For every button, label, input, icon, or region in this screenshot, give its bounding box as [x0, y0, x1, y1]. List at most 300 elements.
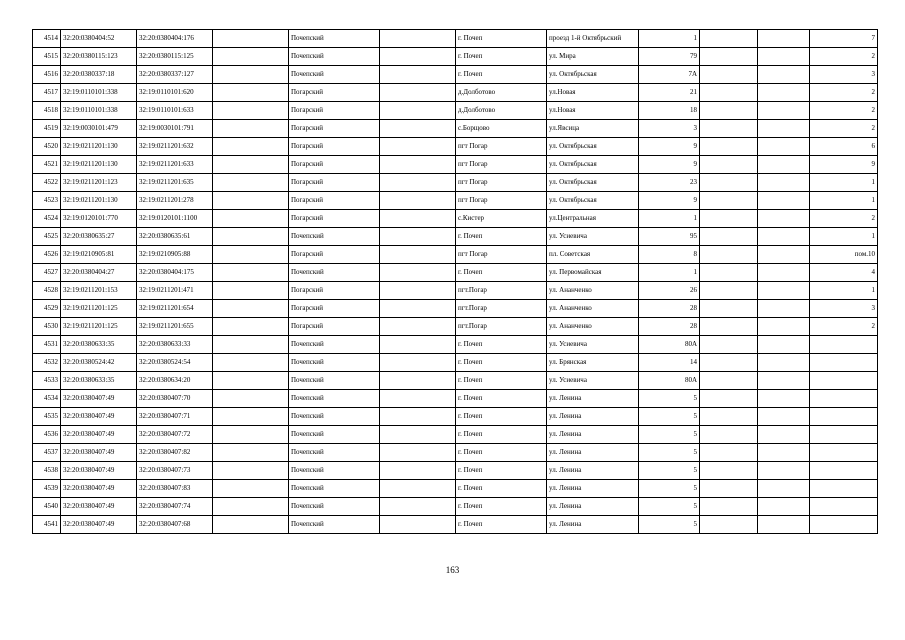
street-name: ул. Усиевича: [547, 336, 639, 354]
street-name: ул. Ленина: [547, 444, 639, 462]
object-cadastral-number: 32:19:0211201:655: [137, 318, 213, 336]
object-cadastral-number: 32:19:0211201:471: [137, 282, 213, 300]
cadastral-number: 32:20:0380407:49: [61, 462, 137, 480]
house-number: 80А: [639, 336, 700, 354]
locality-name: пгт Погар: [456, 246, 547, 264]
locality-name: г. Почеп: [456, 426, 547, 444]
table-row: [33, 462, 878, 480]
blank-cell: [213, 444, 289, 462]
object-cadastral-number: 32:20:0380407:70: [137, 390, 213, 408]
blank-cell: [380, 246, 456, 264]
row-number: 4539: [33, 480, 61, 498]
blank-cell: [700, 48, 758, 66]
cadastral-number: 32:19:0120101:770: [61, 210, 137, 228]
blank-cell: [758, 444, 810, 462]
blank-cell: [758, 120, 810, 138]
district-name: Почепский: [289, 444, 380, 462]
blank-cell: [380, 336, 456, 354]
locality-name: с.Кистер: [456, 210, 547, 228]
locality-name: г. Почеп: [456, 480, 547, 498]
blank-cell: [700, 480, 758, 498]
blank-cell: [758, 462, 810, 480]
district-name: Погарский: [289, 138, 380, 156]
district-name: Почепский: [289, 354, 380, 372]
house-number: 1: [639, 264, 700, 282]
district-name: Погарский: [289, 210, 380, 228]
street-name: ул. Октябрьская: [547, 138, 639, 156]
street-name: ул. Ананченко: [547, 300, 639, 318]
cadastral-number: 32:20:0380407:49: [61, 516, 137, 534]
street-name: ул. Ленина: [547, 480, 639, 498]
apartment-number: [810, 372, 878, 390]
blank-cell: [758, 102, 810, 120]
row-number: 4537: [33, 444, 61, 462]
cadastral-number: 32:19:0211201:130: [61, 192, 137, 210]
blank-cell: [380, 210, 456, 228]
row-number: 4516: [33, 66, 61, 84]
blank-cell: [758, 390, 810, 408]
blank-cell: [380, 354, 456, 372]
district-name: Почепский: [289, 228, 380, 246]
district-name: Почепский: [289, 480, 380, 498]
locality-name: пгт.Погар: [456, 300, 547, 318]
blank-cell: [758, 84, 810, 102]
apartment-number: 1: [810, 174, 878, 192]
street-name: ул. Ленина: [547, 408, 639, 426]
apartment-number: [810, 426, 878, 444]
table-row: [33, 156, 878, 174]
district-name: Погарский: [289, 246, 380, 264]
district-name: Почепский: [289, 66, 380, 84]
blank-cell: [380, 84, 456, 102]
blank-cell: [380, 480, 456, 498]
blank-cell: [213, 336, 289, 354]
blank-cell: [700, 228, 758, 246]
locality-name: г. Почеп: [456, 336, 547, 354]
district-name: Погарский: [289, 300, 380, 318]
blank-cell: [700, 462, 758, 480]
object-cadastral-number: 32:20:0380407:82: [137, 444, 213, 462]
locality-name: г. Почеп: [456, 66, 547, 84]
blank-cell: [213, 174, 289, 192]
apartment-number: пом.10: [810, 246, 878, 264]
blank-cell: [380, 426, 456, 444]
object-cadastral-number: 32:19:0120101:1100: [137, 210, 213, 228]
object-cadastral-number: 32:20:0380404:176: [137, 30, 213, 48]
apartment-number: 2: [810, 210, 878, 228]
object-cadastral-number: 32:19:0110101:620: [137, 84, 213, 102]
district-name: Почепский: [289, 498, 380, 516]
district-name: Погарский: [289, 282, 380, 300]
table-row: [33, 210, 878, 228]
blank-cell: [213, 318, 289, 336]
blank-cell: [700, 318, 758, 336]
cadastral-number: 32:19:0211201:123: [61, 174, 137, 192]
blank-cell: [213, 66, 289, 84]
cadastral-number: 32:20:0380407:49: [61, 444, 137, 462]
cadastral-number: 32:20:0380404:27: [61, 264, 137, 282]
locality-name: г. Почеп: [456, 30, 547, 48]
apartment-number: 6: [810, 138, 878, 156]
blank-cell: [213, 192, 289, 210]
blank-cell: [758, 48, 810, 66]
row-number: 4525: [33, 228, 61, 246]
locality-name: д.Долботово: [456, 102, 547, 120]
locality-name: г. Почеп: [456, 390, 547, 408]
locality-name: д.Долботово: [456, 84, 547, 102]
blank-cell: [700, 120, 758, 138]
blank-cell: [213, 156, 289, 174]
district-name: Почепский: [289, 336, 380, 354]
object-cadastral-number: 32:20:0380407:73: [137, 462, 213, 480]
house-number: 9: [639, 192, 700, 210]
house-number: 5: [639, 408, 700, 426]
house-number: 28: [639, 318, 700, 336]
object-cadastral-number: 32:20:0380115:125: [137, 48, 213, 66]
row-number: 4514: [33, 30, 61, 48]
cadastral-number: 32:19:0110101:338: [61, 84, 137, 102]
district-name: Почепский: [289, 426, 380, 444]
cadastral-number: 32:19:0211201:130: [61, 138, 137, 156]
blank-cell: [213, 30, 289, 48]
house-number: 5: [639, 462, 700, 480]
blank-cell: [700, 246, 758, 264]
blank-cell: [758, 516, 810, 534]
blank-cell: [380, 228, 456, 246]
house-number: 21: [639, 84, 700, 102]
blank-cell: [758, 426, 810, 444]
house-number: 26: [639, 282, 700, 300]
cadastral-number: 32:19:0211201:125: [61, 318, 137, 336]
house-number: 95: [639, 228, 700, 246]
district-name: Почепский: [289, 30, 380, 48]
cadastral-number: 32:20:0380407:49: [61, 498, 137, 516]
blank-cell: [700, 264, 758, 282]
row-number: 4518: [33, 102, 61, 120]
blank-cell: [758, 498, 810, 516]
blank-cell: [700, 300, 758, 318]
locality-name: г. Почеп: [456, 444, 547, 462]
street-name: ул. Октябрьская: [547, 66, 639, 84]
object-cadastral-number: 32:20:0380407:71: [137, 408, 213, 426]
house-number: 80А: [639, 372, 700, 390]
blank-cell: [758, 192, 810, 210]
cadastral-number: 32:20:0380407:49: [61, 426, 137, 444]
cadastral-number: 32:20:0380115:123: [61, 48, 137, 66]
blank-cell: [700, 210, 758, 228]
row-number: 4524: [33, 210, 61, 228]
blank-cell: [213, 462, 289, 480]
locality-name: пгт Погар: [456, 156, 547, 174]
object-cadastral-number: 32:19:0030101:791: [137, 120, 213, 138]
blank-cell: [758, 264, 810, 282]
street-name: пл. Советская: [547, 246, 639, 264]
cadastral-number: 32:19:0211201:125: [61, 300, 137, 318]
blank-cell: [213, 246, 289, 264]
object-cadastral-number: 32:20:0380407:68: [137, 516, 213, 534]
blank-cell: [700, 372, 758, 390]
blank-cell: [700, 282, 758, 300]
house-number: 18: [639, 102, 700, 120]
street-name: ул. Октябрьская: [547, 156, 639, 174]
table-row: [33, 84, 878, 102]
blank-cell: [380, 30, 456, 48]
registry-table: [32, 29, 878, 534]
district-name: Почепский: [289, 264, 380, 282]
blank-cell: [213, 372, 289, 390]
blank-cell: [213, 210, 289, 228]
district-name: Почепский: [289, 48, 380, 66]
house-number: 5: [639, 426, 700, 444]
street-name: ул. Усиевича: [547, 228, 639, 246]
cadastral-number: 32:20:0380524:42: [61, 354, 137, 372]
blank-cell: [758, 174, 810, 192]
blank-cell: [380, 282, 456, 300]
blank-cell: [213, 426, 289, 444]
blank-cell: [758, 30, 810, 48]
house-number: 8: [639, 246, 700, 264]
blank-cell: [700, 30, 758, 48]
blank-cell: [700, 66, 758, 84]
row-number: 4522: [33, 174, 61, 192]
cadastral-number: 32:19:0211201:153: [61, 282, 137, 300]
locality-name: г. Почеп: [456, 408, 547, 426]
blank-cell: [380, 102, 456, 120]
district-name: Почепский: [289, 372, 380, 390]
blank-cell: [758, 228, 810, 246]
object-cadastral-number: 32:20:0380524:54: [137, 354, 213, 372]
table-row: [33, 444, 878, 462]
cadastral-number: 32:20:0380404:52: [61, 30, 137, 48]
blank-cell: [380, 264, 456, 282]
street-name: ул.Новая: [547, 102, 639, 120]
object-cadastral-number: 32:19:0110101:633: [137, 102, 213, 120]
object-cadastral-number: 32:20:0380633:33: [137, 336, 213, 354]
house-number: 7А: [639, 66, 700, 84]
blank-cell: [700, 516, 758, 534]
locality-name: пгт Погар: [456, 138, 547, 156]
street-name: проезд 1-й Октябрьский: [547, 30, 639, 48]
house-number: 9: [639, 156, 700, 174]
table-row: [33, 282, 878, 300]
object-cadastral-number: 32:19:0211201:654: [137, 300, 213, 318]
blank-cell: [380, 390, 456, 408]
street-name: ул. Ананченко: [547, 282, 639, 300]
object-cadastral-number: 32:20:0380404:175: [137, 264, 213, 282]
row-number: 4536: [33, 426, 61, 444]
locality-name: пгт.Погар: [456, 282, 547, 300]
apartment-number: [810, 480, 878, 498]
blank-cell: [380, 156, 456, 174]
locality-name: г. Почеп: [456, 462, 547, 480]
street-name: ул. Ленина: [547, 426, 639, 444]
apartment-number: [810, 462, 878, 480]
table-row: [33, 120, 878, 138]
table-row: [33, 228, 878, 246]
row-number: 4517: [33, 84, 61, 102]
object-cadastral-number: 32:19:0211201:635: [137, 174, 213, 192]
house-number: 5: [639, 390, 700, 408]
row-number: 4532: [33, 354, 61, 372]
street-name: ул. Усиевича: [547, 372, 639, 390]
row-number: 4538: [33, 462, 61, 480]
object-cadastral-number: 32:20:0380407:83: [137, 480, 213, 498]
table-row: [33, 426, 878, 444]
house-number: 23: [639, 174, 700, 192]
apartment-number: [810, 354, 878, 372]
district-name: Почепский: [289, 390, 380, 408]
blank-cell: [700, 192, 758, 210]
apartment-number: 2: [810, 84, 878, 102]
blank-cell: [213, 282, 289, 300]
district-name: Погарский: [289, 174, 380, 192]
cadastral-number: 32:20:0380633:35: [61, 372, 137, 390]
blank-cell: [380, 372, 456, 390]
blank-cell: [213, 102, 289, 120]
row-number: 4521: [33, 156, 61, 174]
blank-cell: [380, 444, 456, 462]
object-cadastral-number: 32:19:0211201:278: [137, 192, 213, 210]
apartment-number: 1: [810, 228, 878, 246]
blank-cell: [380, 300, 456, 318]
row-number: 4519: [33, 120, 61, 138]
cadastral-number: 32:19:0210905:81: [61, 246, 137, 264]
table-row: [33, 264, 878, 282]
apartment-number: [810, 390, 878, 408]
house-number: 5: [639, 444, 700, 462]
district-name: Погарский: [289, 84, 380, 102]
object-cadastral-number: 32:20:0380407:74: [137, 498, 213, 516]
apartment-number: 3: [810, 300, 878, 318]
table-row: [33, 192, 878, 210]
apartment-number: [810, 498, 878, 516]
object-cadastral-number: 32:19:0211201:632: [137, 138, 213, 156]
object-cadastral-number: 32:20:0380337:127: [137, 66, 213, 84]
street-name: ул. Брянская: [547, 354, 639, 372]
apartment-number: [810, 408, 878, 426]
blank-cell: [700, 102, 758, 120]
page-number: 163: [445, 565, 460, 575]
blank-cell: [380, 192, 456, 210]
cadastral-number: 32:19:0211201:130: [61, 156, 137, 174]
cadastral-number: 32:20:0380407:49: [61, 408, 137, 426]
street-name: ул. Первомайская: [547, 264, 639, 282]
row-number: 4529: [33, 300, 61, 318]
blank-cell: [213, 390, 289, 408]
locality-name: г. Почеп: [456, 228, 547, 246]
street-name: ул.Центральная: [547, 210, 639, 228]
street-name: ул. Ленина: [547, 498, 639, 516]
house-number: 14: [639, 354, 700, 372]
blank-cell: [213, 354, 289, 372]
apartment-number: [810, 444, 878, 462]
street-name: ул.Новая: [547, 84, 639, 102]
blank-cell: [700, 498, 758, 516]
blank-cell: [758, 480, 810, 498]
house-number: 79: [639, 48, 700, 66]
table-row: [33, 174, 878, 192]
blank-cell: [213, 498, 289, 516]
apartment-number: [810, 336, 878, 354]
district-name: Почепский: [289, 516, 380, 534]
blank-cell: [758, 156, 810, 174]
table-row: [33, 48, 878, 66]
house-number: 3: [639, 120, 700, 138]
blank-cell: [700, 336, 758, 354]
row-number: 4534: [33, 390, 61, 408]
blank-cell: [758, 300, 810, 318]
house-number: 5: [639, 480, 700, 498]
blank-cell: [380, 174, 456, 192]
street-name: ул.Явсица: [547, 120, 639, 138]
blank-cell: [380, 138, 456, 156]
cadastral-number: 32:19:0110101:338: [61, 102, 137, 120]
street-name: ул. Ананченко: [547, 318, 639, 336]
apartment-number: 7: [810, 30, 878, 48]
apartment-number: 1: [810, 282, 878, 300]
object-cadastral-number: 32:20:0380634:20: [137, 372, 213, 390]
row-number: 4540: [33, 498, 61, 516]
blank-cell: [380, 498, 456, 516]
row-number: 4530: [33, 318, 61, 336]
table-row: [33, 498, 878, 516]
blank-cell: [380, 318, 456, 336]
table-row: [33, 66, 878, 84]
table-row: [33, 30, 878, 48]
district-name: Погарский: [289, 102, 380, 120]
blank-cell: [213, 84, 289, 102]
blank-cell: [758, 66, 810, 84]
apartment-number: 2: [810, 318, 878, 336]
house-number: 5: [639, 516, 700, 534]
blank-cell: [700, 138, 758, 156]
row-number: 4526: [33, 246, 61, 264]
row-number: 4535: [33, 408, 61, 426]
blank-cell: [213, 408, 289, 426]
cadastral-number: 32:20:0380635:27: [61, 228, 137, 246]
apartment-number: 2: [810, 120, 878, 138]
blank-cell: [758, 138, 810, 156]
table-row: [33, 102, 878, 120]
table-row: [33, 372, 878, 390]
house-number: 28: [639, 300, 700, 318]
house-number: 9: [639, 138, 700, 156]
cadastral-number: 32:20:0380633:35: [61, 336, 137, 354]
blank-cell: [700, 408, 758, 426]
blank-cell: [213, 516, 289, 534]
cadastral-number: 32:19:0030101:479: [61, 120, 137, 138]
table-row: [33, 336, 878, 354]
row-number: 4541: [33, 516, 61, 534]
locality-name: г. Почеп: [456, 264, 547, 282]
blank-cell: [700, 426, 758, 444]
blank-cell: [758, 372, 810, 390]
blank-cell: [213, 264, 289, 282]
blank-cell: [213, 480, 289, 498]
district-name: Погарский: [289, 192, 380, 210]
blank-cell: [213, 300, 289, 318]
row-number: 4523: [33, 192, 61, 210]
blank-cell: [758, 210, 810, 228]
house-number: 5: [639, 498, 700, 516]
street-name: ул. Ленина: [547, 390, 639, 408]
object-cadastral-number: 32:19:0210905:88: [137, 246, 213, 264]
street-name: ул. Октябрьская: [547, 174, 639, 192]
locality-name: пгт Погар: [456, 174, 547, 192]
table-row: [33, 300, 878, 318]
blank-cell: [213, 120, 289, 138]
locality-name: пгт.Погар: [456, 318, 547, 336]
